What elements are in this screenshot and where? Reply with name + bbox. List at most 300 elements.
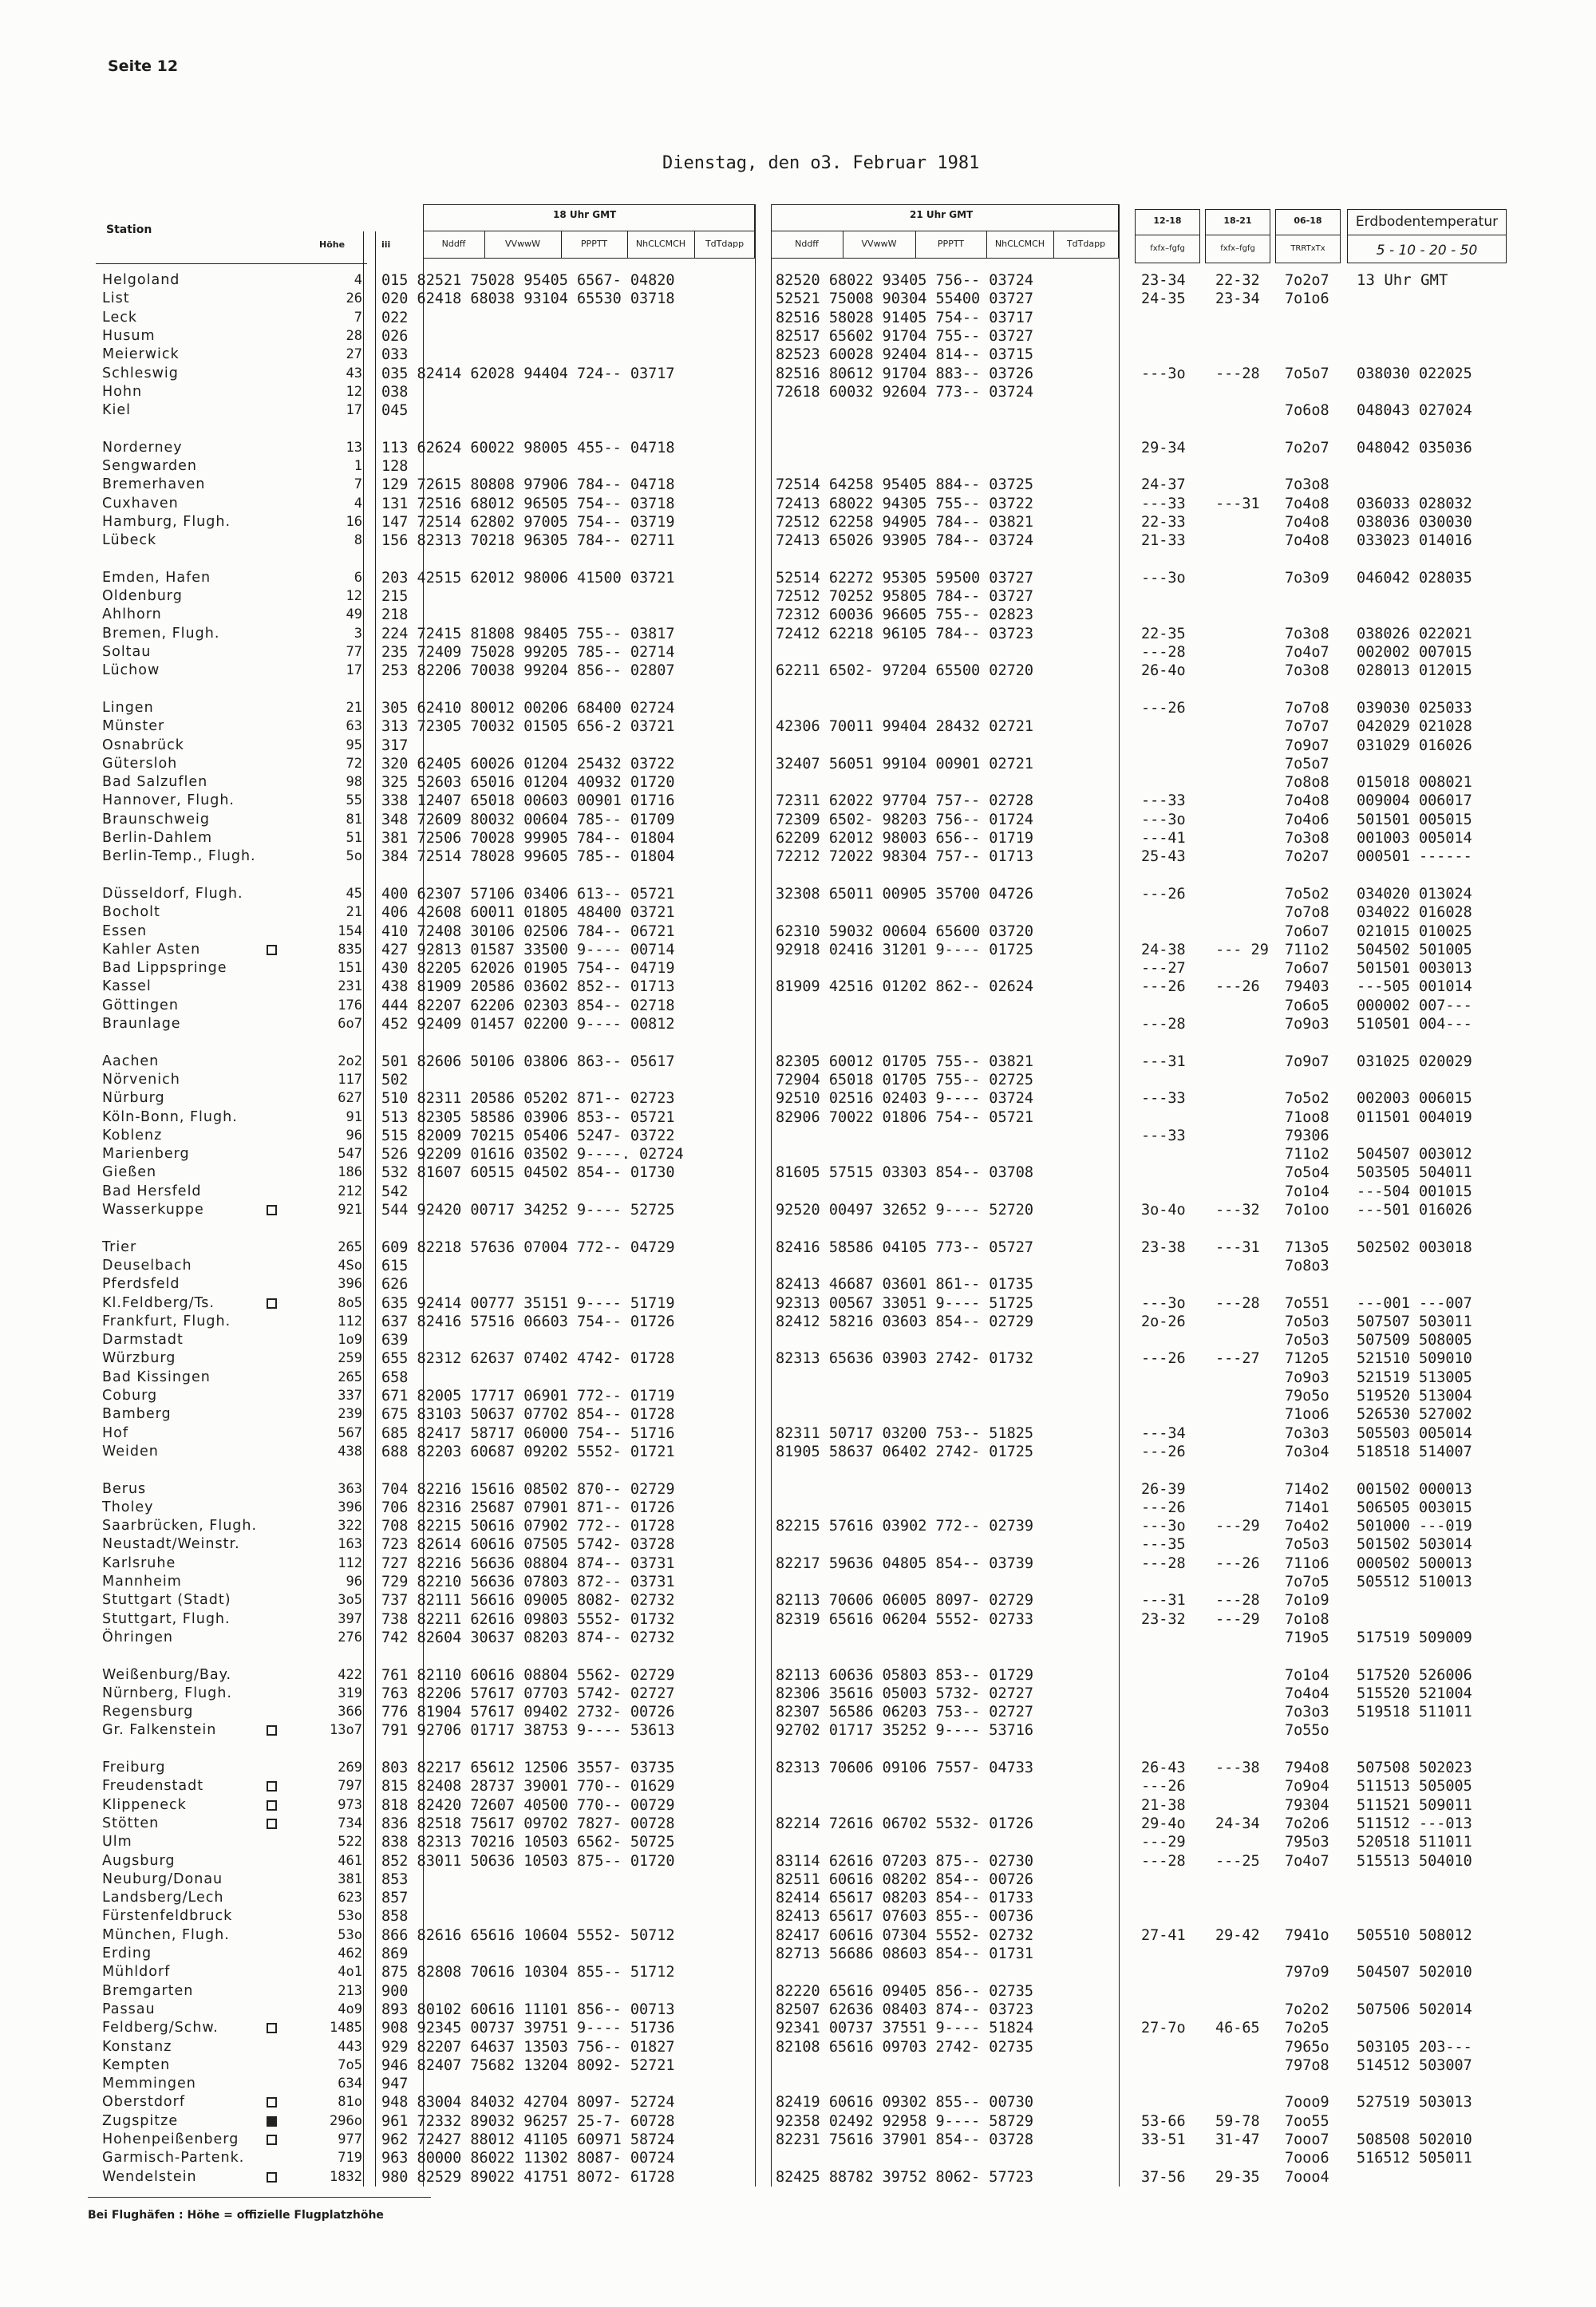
obs-18-gmt: 427 92813 01587 33500 9---- 00714 <box>381 941 675 958</box>
wind-12-18: ---33 <box>1141 1090 1186 1108</box>
temp-06-18: 7o5o3 <box>1285 1332 1329 1349</box>
temp-06-18: 79304 <box>1285 1796 1329 1814</box>
soil-temp: 038036 030030 <box>1357 513 1472 531</box>
table-row <box>0 1071 1596 1089</box>
station-name: Braunschweig <box>102 811 210 828</box>
temp-06-18: 7o8o3 <box>1285 1257 1329 1274</box>
table-row <box>0 755 1596 773</box>
temp-06-18: 7o6o5 <box>1285 997 1329 1014</box>
table-row <box>0 1313 1596 1331</box>
soil-temp: 507508 502023 <box>1357 1760 1472 1776</box>
obs-18-gmt: 313 72305 70032 01505 656-2 03721 <box>381 718 675 736</box>
station-height: 91 <box>346 1108 362 1125</box>
temp-06-18: 797o9 <box>1285 1964 1329 1981</box>
station-name: Berlin-Temp., Flugh. <box>102 848 256 865</box>
temp-06-18: 7o1o8 <box>1285 1610 1329 1628</box>
obs-21-gmt: 72412 62218 96105 784-- 03723 <box>776 625 1034 642</box>
wind-18-21: 24-34 <box>1215 1815 1260 1832</box>
station-height: 154 <box>338 922 362 939</box>
temp-06-18: 7o3o3 <box>1285 1424 1329 1442</box>
wind-18-21: 59-78 <box>1215 2112 1260 2130</box>
wind-12-18: ---3o <box>1141 365 1186 382</box>
station-height: 973 <box>338 1796 362 1813</box>
obs-21-gmt: 72413 65026 93905 784-- 03724 <box>776 532 1034 550</box>
temp-06-18: 7o3o8 <box>1285 830 1329 847</box>
obs-21-gmt: 82416 58586 04105 773-- 05727 <box>776 1238 1034 1256</box>
soil-temp: 521510 509010 <box>1357 1350 1472 1368</box>
temp-06-18: 7o5o4 <box>1285 1164 1329 1182</box>
wind-18-21: 23-34 <box>1215 290 1260 308</box>
station-height: 627 <box>338 1090 362 1107</box>
obs-18-gmt: 128 <box>381 458 409 475</box>
station-name: Fürstenfeldbruck <box>102 1908 233 1925</box>
soil-temp: 015018 008021 <box>1357 774 1472 792</box>
station-name: Hohenpeißenberg <box>102 2131 239 2147</box>
period-06-18: 06-18 <box>1294 215 1322 226</box>
table-row <box>0 1089 1596 1108</box>
temp-06-18: 7o3o9 <box>1285 569 1329 587</box>
table-row <box>0 476 1596 494</box>
obs-18-gmt: 946 82407 75682 13204 8092- 52721 <box>381 2056 675 2074</box>
obs-21-gmt: 82108 65616 09703 2742- 02735 <box>776 2038 1034 2056</box>
obs-18-gmt: 501 82606 50106 03806 863-- 05617 <box>381 1053 675 1070</box>
obs-18-gmt: 129 72615 80808 97906 784-- 04718 <box>381 476 675 494</box>
station-name: Frankfurt, Flugh. <box>102 1313 231 1329</box>
station-height: 81 <box>346 811 362 828</box>
station-height: 12 <box>346 383 362 400</box>
station-name: Aachen <box>102 1053 160 1069</box>
wind-12-18: 53-66 <box>1141 2112 1186 2130</box>
station-height: 13 <box>346 439 362 456</box>
obs-18-gmt: 929 82207 64637 13503 756-- 01827 <box>381 2038 675 2056</box>
obs-21-gmt: 32308 65011 00905 35700 04726 <box>776 885 1034 903</box>
obs-18-gmt: 320 62405 60026 01204 25432 03722 <box>381 755 675 772</box>
soil-temp: 000501 ------ <box>1357 848 1472 866</box>
iii-header: iii <box>381 239 391 250</box>
station-name: Augsburg <box>102 1852 176 1869</box>
obs-18-gmt: 305 62410 80012 00206 68400 02724 <box>381 699 675 717</box>
wind-12-18: 23-32 <box>1141 1610 1186 1628</box>
temp-06-18: 712o5 <box>1285 1350 1329 1368</box>
soil-temp: 011501 004019 <box>1357 1108 1472 1126</box>
obs-18-gmt: 147 72514 62802 97005 754-- 03719 <box>381 513 675 531</box>
wind-18-21: ---26 <box>1215 978 1260 996</box>
soil-temp: 511513 505005 <box>1357 1778 1472 1795</box>
station-name: Gr. Falkenstein <box>102 1722 217 1739</box>
wind-12-18: 26-43 <box>1141 1760 1186 1776</box>
table-row <box>0 829 1596 847</box>
obs-21-gmt: 72904 65018 01705 755-- 02725 <box>776 1071 1034 1088</box>
table-row <box>0 1721 1596 1740</box>
soil-temp: ---504 001015 <box>1357 1183 1472 1200</box>
station-height: 96 <box>346 1127 362 1144</box>
station-name: Neuburg/Donau <box>102 1870 223 1887</box>
station-height: 1832 <box>330 2168 362 2185</box>
station-height: 3o5 <box>338 1592 362 1609</box>
soil-temp: ---505 001014 <box>1357 978 1472 996</box>
obs-18-gmt: 045 <box>381 402 409 420</box>
obs-18-gmt: 038 <box>381 383 409 401</box>
station-height: 112 <box>338 1313 362 1329</box>
obs-18-gmt: 317 <box>381 737 409 754</box>
soil-temp: 517520 526006 <box>1357 1666 1472 1684</box>
obs-18-gmt: 215 <box>381 588 409 606</box>
obs-18-gmt: 671 82005 17717 06901 772-- 01719 <box>381 1388 675 1404</box>
station-name: Landsberg/Lech <box>102 1890 224 1906</box>
wind-18-21: ---29 <box>1215 1518 1260 1535</box>
obs-21-gmt: 82306 35616 05003 5732- 02727 <box>776 1685 1034 1702</box>
station-name: Coburg <box>102 1388 158 1404</box>
temp-06-18: 7o7o7 <box>1285 718 1329 736</box>
wind-12-18: ---31 <box>1141 1053 1186 1070</box>
obs-21-gmt: 82516 58028 91405 754-- 03717 <box>776 309 1034 326</box>
temp-06-18: 7ooo7 <box>1285 2131 1329 2148</box>
soil-temp: 033023 014016 <box>1357 532 1472 550</box>
table-row <box>0 1703 1596 1721</box>
obs-18-gmt: 615 <box>381 1257 409 1274</box>
table-row <box>0 587 1596 606</box>
wind-12-18: ---3o <box>1141 811 1186 828</box>
temp-06-18: 7o1o4 <box>1285 1666 1329 1684</box>
obs-21-gmt: 82520 68022 93405 756-- 03724 <box>776 272 1034 289</box>
station-name: Bamberg <box>102 1406 172 1423</box>
col18-tdtdapp: TdTdapp <box>705 239 745 249</box>
station-name: Gütersloh <box>102 755 178 772</box>
obs-21-gmt: 72514 64258 95405 884-- 03725 <box>776 476 1034 494</box>
station-name: Wendelstein <box>102 2168 197 2185</box>
table-row <box>0 1870 1596 1889</box>
col21-vvwww: VVwwW <box>861 239 897 249</box>
station-name: Münster <box>102 718 165 735</box>
wind-12-18: 22-35 <box>1141 625 1186 642</box>
obs-21-gmt: 72413 68022 94305 755-- 03722 <box>776 495 1034 512</box>
obs-21-gmt: 81909 42516 01202 862-- 02624 <box>776 978 1034 996</box>
wind-12-18: 24-37 <box>1141 476 1186 494</box>
obs-21-gmt: 82231 75616 37901 854-- 03728 <box>776 2131 1034 2148</box>
wind-18-21: ---27 <box>1215 1350 1260 1368</box>
table-row <box>0 1591 1596 1610</box>
temp-06-18: 71oo6 <box>1285 1406 1329 1424</box>
obs-21-gmt: 72212 72022 98304 757-- 01713 <box>776 848 1034 866</box>
station-name: List <box>102 290 130 307</box>
footnote: Bei Flughäfen : Höhe = offizielle Flugplatzhöhe <box>88 2209 384 2222</box>
wind-18-21: ---31 <box>1215 495 1260 512</box>
mountain-station-marker-icon <box>267 945 277 955</box>
obs-21-gmt: 82516 80612 91704 883-- 03726 <box>776 365 1034 382</box>
station-height: 26 <box>346 290 362 307</box>
obs-18-gmt: 900 <box>381 1982 409 2000</box>
station-name: Sengwarden <box>102 458 197 474</box>
obs-21-gmt: 52514 62272 95305 59500 03727 <box>776 569 1034 587</box>
obs-21-gmt: 32407 56051 99104 00901 02721 <box>776 755 1034 772</box>
table-row <box>0 531 1596 550</box>
station-name: Memmingen <box>102 2076 196 2092</box>
table-row <box>0 885 1596 903</box>
station-name: Hamburg, Flugh. <box>102 513 231 530</box>
station-height: 17 <box>346 402 362 419</box>
station-name: Oberstdorf <box>102 2094 185 2111</box>
table-row <box>0 1015 1596 1033</box>
page-number: Seite 12 <box>108 57 179 75</box>
obs-18-gmt: 022 <box>381 309 409 326</box>
temp-06-18: 7ooo9 <box>1285 2094 1329 2111</box>
station-height: 28 <box>346 327 362 344</box>
obs-18-gmt: 727 82216 56636 08804 874-- 03731 <box>381 1554 675 1572</box>
obs-21-gmt: 82217 59636 04805 854-- 03739 <box>776 1554 1034 1572</box>
station-name: Weiden <box>102 1443 159 1460</box>
table-row <box>0 1387 1596 1405</box>
obs-18-gmt: 033 <box>381 346 409 364</box>
station-height: 13o7 <box>330 1722 362 1739</box>
temp-06-18: 7o7o8 <box>1285 904 1329 922</box>
station-height: 212 <box>338 1183 362 1199</box>
wind-12-18: 26-4o <box>1141 662 1186 680</box>
station-height: 6o7 <box>338 1016 362 1032</box>
station-name: Braunlage <box>102 1016 181 1032</box>
wind-12-18: ---3o <box>1141 1294 1186 1312</box>
station-height: 43 <box>346 365 362 381</box>
temp-06-18: 7ooo6 <box>1285 2150 1329 2167</box>
table-row <box>0 1053 1596 1071</box>
station-name: Husum <box>102 327 156 344</box>
obs-18-gmt: 235 72409 75028 99205 785-- 02714 <box>381 644 675 661</box>
obs-18-gmt: 729 82210 56636 07803 872-- 03731 <box>381 1574 675 1590</box>
col18-ppptt: PPPTT <box>580 239 608 249</box>
table-row <box>0 681 1596 699</box>
obs-21-gmt: 82419 60616 09302 855-- 00730 <box>776 2094 1034 2111</box>
table-row <box>0 2019 1596 2037</box>
temp-06-18: 7o2o6 <box>1285 1815 1329 1832</box>
station-height: 438 <box>338 1443 362 1460</box>
table-row <box>0 1183 1596 1201</box>
temp-06-18: 7o9o3 <box>1285 1369 1329 1386</box>
station-name: Trier <box>102 1238 137 1255</box>
erdboden-depths: 5 - 10 - 20 - 50 <box>1376 243 1478 259</box>
station-height: 461 <box>338 1852 362 1869</box>
station-height: 63 <box>346 718 362 735</box>
table-row <box>0 1833 1596 1851</box>
table-row <box>0 346 1596 364</box>
table-row <box>0 1443 1596 1461</box>
station-name: Helgoland <box>102 272 180 288</box>
soil-temp: 510501 004--- <box>1357 1016 1472 1033</box>
station-height: 112 <box>338 1554 362 1571</box>
wind-12-18: 23-38 <box>1141 1238 1186 1256</box>
period-12-18: 12-18 <box>1153 215 1182 226</box>
station-height: 151 <box>338 960 362 977</box>
wind-12-18: 37-56 <box>1141 2168 1186 2186</box>
soil-temp: 527519 503013 <box>1357 2094 1472 2111</box>
table-row <box>0 1796 1596 1815</box>
station-name: Öhringen <box>102 1629 173 1645</box>
station-name: Freiburg <box>102 1760 166 1776</box>
wind-12-18: 26-39 <box>1141 1480 1186 1498</box>
obs-21-gmt: 82417 60616 07304 5552- 02732 <box>776 1926 1034 1944</box>
soil-temp: 502502 003018 <box>1357 1238 1472 1256</box>
mountain-station-marker-icon <box>267 1800 277 1811</box>
obs-18-gmt: 963 80000 86022 11302 8087- 00724 <box>381 2150 675 2167</box>
obs-18-gmt: 502 <box>381 1071 409 1088</box>
table-row <box>0 1926 1596 1945</box>
station-height: 835 <box>338 941 362 958</box>
station-height: 49 <box>346 606 362 623</box>
station-name: Kl.Feldberg/Ts. <box>102 1294 215 1311</box>
station-height: 567 <box>338 1424 362 1441</box>
soil-temp: 517519 509009 <box>1357 1629 1472 1646</box>
obs-18-gmt: 444 82207 62206 02303 854-- 02718 <box>381 997 675 1014</box>
soil-temp: 507509 508005 <box>1357 1332 1472 1349</box>
temp-06-18: 7o5o7 <box>1285 755 1329 772</box>
soil-temp: 002003 006015 <box>1357 1090 1472 1108</box>
table-row <box>0 1349 1596 1368</box>
temp-06-18: 795o3 <box>1285 1834 1329 1851</box>
obs-21-gmt: 92918 02416 31201 9---- 01725 <box>776 941 1034 958</box>
obs-18-gmt: 704 82216 15616 08502 870-- 02729 <box>381 1480 675 1498</box>
station-height: 319 <box>338 1685 362 1701</box>
station-name: Garmisch-Partenk. <box>102 2150 245 2167</box>
table-row <box>0 513 1596 531</box>
station-height: 522 <box>338 1834 362 1851</box>
temp-06-18: 7o3o3 <box>1285 1704 1329 1721</box>
wind-12-18: ---26 <box>1141 885 1186 903</box>
obs-21-gmt: 72309 6502- 98203 756-- 01724 <box>776 811 1034 828</box>
wind-12-18: 21-33 <box>1141 532 1186 550</box>
station-height: 81o <box>338 2094 362 2111</box>
soil-temp: 002002 007015 <box>1357 644 1472 661</box>
table-row <box>0 2075 1596 2093</box>
obs-18-gmt: 526 92209 01616 03502 9----. 02724 <box>381 1146 684 1163</box>
table-row <box>0 457 1596 476</box>
table-row <box>0 1647 1596 1665</box>
obs-18-gmt: 015 82521 75028 95405 6567- 04820 <box>381 272 675 289</box>
temp-06-18: 7o6o7 <box>1285 922 1329 940</box>
obs-21-gmt: 82713 56686 08603 854-- 01731 <box>776 1946 1034 1962</box>
station-height: 265 <box>338 1369 362 1385</box>
soil-temp: 009004 006017 <box>1357 792 1472 810</box>
station-name: Marienberg <box>102 1146 190 1163</box>
table-row <box>0 1294 1596 1313</box>
table-row <box>0 1554 1596 1573</box>
soil-temp: 526530 527002 <box>1357 1406 1472 1424</box>
table-row <box>0 1573 1596 1591</box>
temp-06-18: 7o7o8 <box>1285 699 1329 717</box>
station-height: 21 <box>346 699 362 716</box>
table-header <box>0 0 1596 271</box>
station-name: Norderney <box>102 439 183 456</box>
table-row <box>0 1499 1596 1517</box>
temp-06-18: 7oo55 <box>1285 2112 1329 2130</box>
station-name: Stuttgart, Flugh. <box>102 1610 231 1627</box>
table-row <box>0 643 1596 662</box>
obs-18-gmt: 688 82203 60687 09202 5552- 01721 <box>381 1443 675 1460</box>
obs-21-gmt: 82412 58216 03603 854-- 02729 <box>776 1313 1034 1330</box>
col21-tdtdapp: TdTdapp <box>1066 239 1106 249</box>
station-height: 623 <box>338 1890 362 1906</box>
soil-temp: 519518 511011 <box>1357 1704 1472 1721</box>
col21-nddff: Nddff <box>795 239 819 249</box>
obs-21-gmt: 62211 6502- 97204 65500 02720 <box>776 662 1034 680</box>
soil-temp: 516512 505011 <box>1357 2150 1472 2167</box>
temp-06-18: 7o4o8 <box>1285 532 1329 550</box>
obs-21-gmt: 92358 02492 92958 9---- 58729 <box>776 2112 1034 2130</box>
table-row <box>0 1629 1596 1647</box>
obs-21-gmt: 92510 02516 02403 9---- 03724 <box>776 1090 1034 1108</box>
obs-21-gmt: 92313 00567 33051 9---- 51725 <box>776 1294 1034 1312</box>
station-height: 797 <box>338 1778 362 1795</box>
station-name: Saarbrücken, Flugh. <box>102 1518 258 1535</box>
station-height: 462 <box>338 1946 362 1961</box>
wind-12-18: ---28 <box>1141 1852 1186 1870</box>
soil-temp: 505503 005014 <box>1357 1424 1472 1442</box>
obs-18-gmt: 838 82313 70216 10503 6562- 50725 <box>381 1834 675 1851</box>
station-name: Koblenz <box>102 1127 163 1144</box>
station-name: Stötten <box>102 1815 160 1831</box>
wind-12-18: ---26 <box>1141 699 1186 717</box>
obs-18-gmt: 866 82616 65616 10604 5552- 50712 <box>381 1926 675 1944</box>
mountain-station-marker-icon <box>267 1781 277 1791</box>
wind-12-18: 33-51 <box>1141 2131 1186 2148</box>
obs-18-gmt: 156 82313 70218 96305 784-- 02711 <box>381 532 675 550</box>
station-name: Mannheim <box>102 1574 182 1590</box>
obs-21-gmt: 82425 88782 39752 8062- 57723 <box>776 2168 1034 2186</box>
wind-12-18: ---26 <box>1141 1443 1186 1460</box>
temp-06-18: 7o1o6 <box>1285 290 1329 308</box>
temp-06-18: 7965o <box>1285 2038 1329 2056</box>
station-name: Weißenburg/Bay. <box>102 1666 232 1683</box>
table-row <box>0 1108 1596 1127</box>
obs-18-gmt: 381 72506 70028 99905 784-- 01804 <box>381 830 675 847</box>
station-name: Emden, Hafen <box>102 569 211 586</box>
obs-21-gmt: 82215 57616 03902 772-- 02739 <box>776 1518 1034 1535</box>
table-row <box>0 1033 1596 1052</box>
obs-18-gmt: 708 82215 50616 07902 772-- 01728 <box>381 1518 675 1535</box>
station-name: Zugspitze <box>102 2112 179 2129</box>
obs-21-gmt: 92520 00497 32652 9---- 52720 <box>776 1202 1034 1219</box>
temp-06-18: 719o5 <box>1285 1629 1329 1646</box>
station-name: Karlsruhe <box>102 1554 176 1571</box>
soil-temp: 504507 003012 <box>1357 1146 1472 1163</box>
station-name: Hof <box>102 1424 129 1441</box>
table-row <box>0 1666 1596 1685</box>
soil-temp: ---501 016026 <box>1357 1202 1472 1219</box>
table-row <box>0 717 1596 736</box>
wind-18-21: ---26 <box>1215 1554 1260 1572</box>
table-row <box>0 2168 1596 2187</box>
temp-06-18: 7o1o4 <box>1285 1183 1329 1200</box>
wind-12-18: ---33 <box>1141 495 1186 512</box>
station-name: Bad Kissingen <box>102 1369 211 1385</box>
soil-temp: 514512 503007 <box>1357 2056 1472 2074</box>
obs-18-gmt: 706 82316 25687 07901 871-- 01726 <box>381 1499 675 1516</box>
station-height: 734 <box>338 1815 362 1831</box>
mountain-station-marker-icon <box>267 2172 277 2183</box>
obs-21-gmt: 72312 60036 96605 755-- 02823 <box>776 606 1034 624</box>
obs-21-gmt: 81605 57515 03303 854-- 03708 <box>776 1164 1034 1182</box>
table-row <box>0 1424 1596 1443</box>
obs-21-gmt: 82313 65636 03903 2742- 01732 <box>776 1350 1034 1368</box>
wind-18-21: 31-47 <box>1215 2131 1260 2148</box>
table-row <box>0 662 1596 680</box>
station-height: 337 <box>338 1388 362 1404</box>
station-name: Meierwick <box>102 346 180 363</box>
table-row <box>0 383 1596 401</box>
obs-21-gmt: 72618 60032 92604 773-- 03724 <box>776 383 1034 401</box>
obs-18-gmt: 203 42515 62012 98006 41500 03721 <box>381 569 675 587</box>
obs-21-gmt: 83114 62616 07203 875-- 02730 <box>776 1852 1034 1870</box>
wind-12-18: 24-35 <box>1141 290 1186 308</box>
wind-12-18: 29-4o <box>1141 1815 1186 1832</box>
wind-12-18: 23-34 <box>1141 272 1186 289</box>
